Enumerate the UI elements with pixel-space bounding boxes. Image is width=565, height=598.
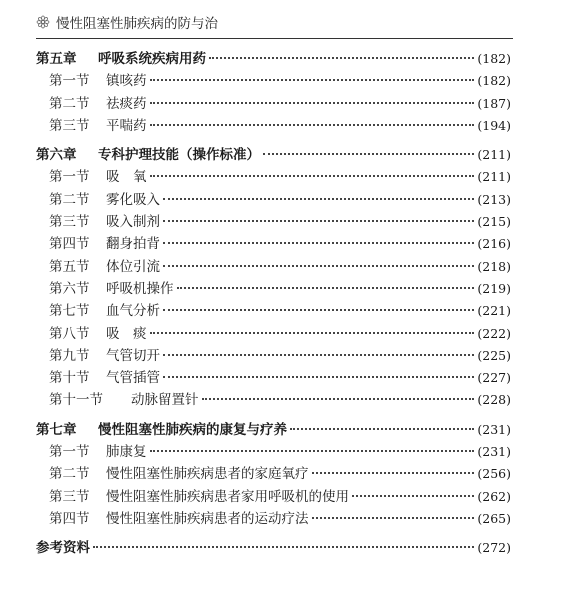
section-title: 慢性阻塞性肺疾病患者的运动疗法 bbox=[106, 510, 309, 527]
page-number: (256) bbox=[477, 466, 511, 482]
section-title: 镇咳药 bbox=[106, 73, 147, 90]
table-of-contents bbox=[36, 48, 511, 560]
references-title: 参考资料 bbox=[36, 540, 90, 557]
running-header bbox=[36, 12, 545, 32]
toc-chapter-7[interactable] bbox=[36, 419, 511, 441]
toc-references[interactable] bbox=[36, 537, 511, 559]
section-title: 雾化吸入 bbox=[106, 191, 160, 208]
section-title: 肺康复 bbox=[106, 444, 147, 461]
toc-section[interactable] bbox=[36, 278, 511, 300]
page-number: (182) bbox=[477, 73, 511, 89]
page-number: (216) bbox=[477, 236, 511, 252]
flower-icon bbox=[36, 15, 50, 29]
header-title: 慢性阻塞性肺疾病的防与治 bbox=[56, 16, 218, 32]
toc-chapter-5[interactable] bbox=[36, 48, 511, 70]
dot-leader bbox=[163, 242, 474, 244]
toc-section[interactable] bbox=[36, 367, 511, 389]
section-number: 第四节 bbox=[49, 510, 90, 527]
section-number: 第一节 bbox=[49, 444, 90, 461]
toc-section[interactable] bbox=[36, 441, 511, 463]
page-number: (182) bbox=[477, 51, 511, 66]
chapter-number: 第六章 bbox=[36, 147, 77, 164]
toc-section[interactable] bbox=[36, 93, 511, 115]
section-title: 慢性阻塞性肺疾病患者家用呼吸机的使用 bbox=[106, 488, 349, 505]
section-number: 第九节 bbox=[49, 347, 90, 364]
dot-leader bbox=[209, 57, 474, 59]
toc-section[interactable] bbox=[36, 233, 511, 255]
section-title: 气管切开 bbox=[106, 347, 160, 364]
page-number: (265) bbox=[477, 510, 511, 526]
toc-section[interactable] bbox=[36, 508, 511, 530]
section-title: 吸入制剂 bbox=[106, 214, 160, 231]
section-title: 吸 氧 bbox=[106, 169, 147, 186]
page-number: (225) bbox=[477, 347, 511, 363]
section-number: 第十节 bbox=[49, 370, 90, 387]
section-title: 血气分析 bbox=[106, 303, 160, 320]
chapter-number: 第七章 bbox=[36, 421, 77, 438]
toc-section[interactable] bbox=[36, 211, 511, 233]
dot-leader bbox=[163, 198, 474, 200]
dot-leader bbox=[150, 332, 475, 334]
dot-leader bbox=[163, 220, 474, 222]
section-title: 吸 痰 bbox=[106, 325, 147, 342]
dot-leader bbox=[163, 309, 474, 311]
section-number: 第六节 bbox=[49, 280, 90, 297]
section-number: 第二节 bbox=[49, 95, 90, 112]
page-number: (222) bbox=[477, 325, 511, 341]
section-title: 平喘药 bbox=[106, 117, 147, 134]
dot-leader bbox=[150, 175, 475, 177]
page-number: (213) bbox=[477, 191, 511, 207]
page-number: (231) bbox=[477, 421, 511, 437]
section-number: 第三节 bbox=[49, 117, 90, 134]
toc-section[interactable] bbox=[36, 166, 511, 188]
section-number: 第三节 bbox=[49, 214, 90, 231]
dot-leader bbox=[290, 428, 474, 430]
toc-section[interactable] bbox=[36, 323, 511, 345]
page-number: (231) bbox=[477, 444, 511, 460]
section-title: 动脉留置针 bbox=[131, 392, 199, 409]
section-number: 第一节 bbox=[49, 73, 90, 90]
dot-leader bbox=[177, 287, 475, 289]
dot-leader bbox=[312, 517, 475, 519]
toc-section[interactable] bbox=[36, 300, 511, 322]
page-number: (211) bbox=[477, 169, 511, 185]
page-number: (221) bbox=[477, 303, 511, 319]
section-title: 体位引流 bbox=[106, 258, 160, 275]
header-divider bbox=[36, 38, 513, 39]
dot-leader bbox=[202, 398, 475, 400]
dot-leader bbox=[150, 124, 475, 126]
section-number: 第三节 bbox=[49, 488, 90, 505]
toc-chapter-6[interactable] bbox=[36, 144, 511, 166]
chapter-number: 第五章 bbox=[36, 51, 77, 67]
section-number: 第五节 bbox=[49, 258, 90, 275]
dot-leader bbox=[150, 79, 475, 81]
dot-leader bbox=[312, 472, 475, 474]
page-number: (194) bbox=[477, 117, 511, 133]
section-title: 气管插管 bbox=[106, 370, 160, 387]
section-title: 祛痰药 bbox=[106, 95, 147, 112]
page-number: (272) bbox=[477, 540, 511, 556]
dot-leader bbox=[352, 495, 474, 497]
toc-section[interactable] bbox=[36, 70, 511, 92]
page-number: (215) bbox=[477, 214, 511, 230]
page-number: (227) bbox=[477, 370, 511, 386]
toc-section[interactable] bbox=[36, 189, 511, 211]
section-number: 第七节 bbox=[49, 303, 90, 320]
toc-section[interactable] bbox=[36, 463, 511, 485]
dot-leader bbox=[93, 546, 474, 548]
dot-leader bbox=[163, 265, 474, 267]
dot-leader bbox=[150, 450, 475, 452]
toc-section[interactable] bbox=[36, 486, 511, 508]
chapter-title: 呼吸系统疾病用药 bbox=[98, 51, 206, 67]
page-number: (228) bbox=[477, 392, 511, 408]
section-number: 第二节 bbox=[49, 191, 90, 208]
toc-section[interactable] bbox=[36, 345, 511, 367]
toc-section[interactable] bbox=[36, 389, 511, 411]
section-number: 第一节 bbox=[49, 169, 90, 186]
dot-leader bbox=[150, 102, 475, 104]
page-number: (187) bbox=[477, 95, 511, 111]
section-number: 第四节 bbox=[49, 236, 90, 253]
section-number: 第十一节 bbox=[49, 392, 103, 409]
section-title: 慢性阻塞性肺疾病患者的家庭氧疗 bbox=[106, 466, 309, 483]
section-title: 翻身拍背 bbox=[106, 236, 160, 253]
dot-leader bbox=[263, 153, 474, 155]
section-number: 第二节 bbox=[49, 466, 90, 483]
page-number: (262) bbox=[477, 488, 511, 504]
page-number: (218) bbox=[477, 258, 511, 274]
dot-leader bbox=[163, 354, 474, 356]
chapter-title: 专科护理技能（操作标准） bbox=[98, 147, 260, 164]
chapter-title: 慢性阻塞性肺疾病的康复与疗养 bbox=[98, 421, 287, 438]
page-number: (219) bbox=[477, 280, 511, 296]
toc-section[interactable] bbox=[36, 256, 511, 278]
toc-section[interactable] bbox=[36, 115, 511, 137]
section-title: 呼吸机操作 bbox=[106, 280, 174, 297]
page-number: (211) bbox=[477, 147, 511, 163]
section-number: 第八节 bbox=[49, 325, 90, 342]
dot-leader bbox=[163, 376, 474, 378]
